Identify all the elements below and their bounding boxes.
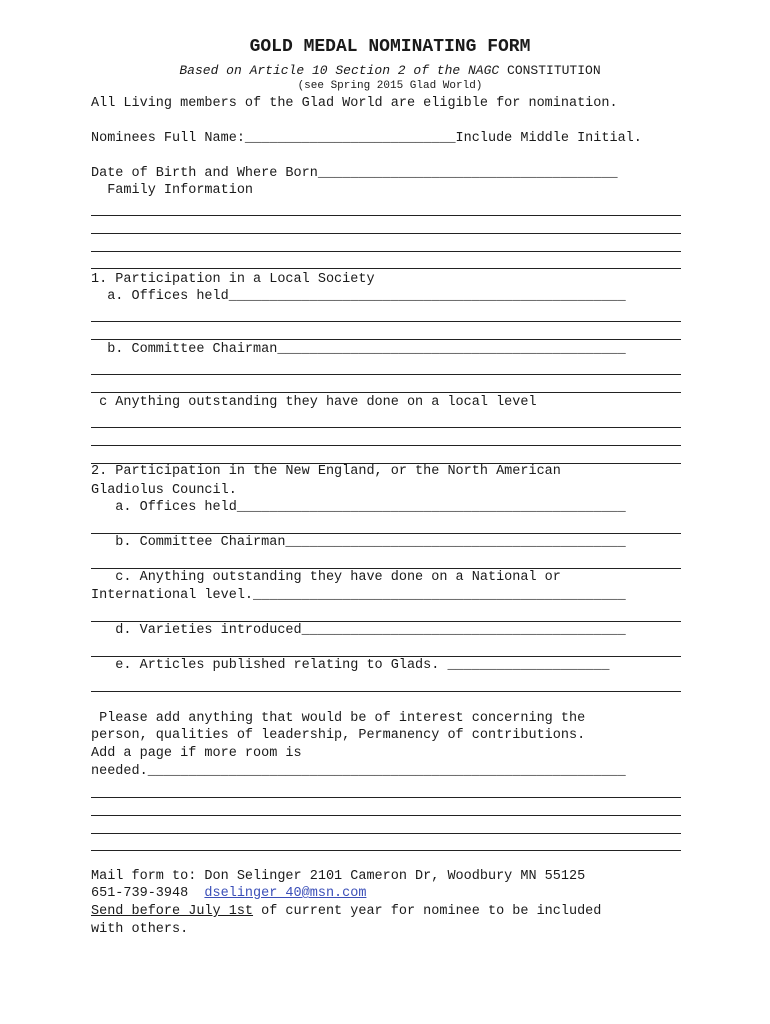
form-subtitle xyxy=(0,63,770,78)
deadline-emphasis: Send before July 1st xyxy=(91,904,254,919)
council-committee-field[interactable]: b. Committee Chairman__________________________________________ xyxy=(91,535,626,550)
family-info-label: Family Information xyxy=(91,183,254,198)
additional-info-field[interactable]: needed.___________________________________________________________ xyxy=(91,764,626,779)
deadline-line-continued: with others. xyxy=(91,922,189,937)
additional-info-line[interactable] xyxy=(91,850,681,851)
local-outstanding-label: c Anything outstanding they have done on a local level xyxy=(91,395,537,410)
articles-line[interactable] xyxy=(91,691,681,692)
additional-info-line[interactable] xyxy=(91,833,681,834)
family-info-line[interactable] xyxy=(91,251,681,252)
local-committee-line[interactable] xyxy=(91,374,681,375)
articles-field[interactable]: e. Articles published relating to Glads. ____________________ xyxy=(91,658,610,673)
family-info-line[interactable] xyxy=(91,233,681,234)
council-offices-field[interactable]: a. Offices held________________________________________________ xyxy=(91,500,626,515)
local-offices-line[interactable] xyxy=(91,321,681,322)
contact-line xyxy=(91,885,366,902)
local-outstanding-line[interactable] xyxy=(91,427,681,428)
additional-info-text: person, qualities of leadership, Permanency of contributions. xyxy=(91,728,586,743)
section2-heading-continued: Gladiolus Council. xyxy=(91,483,237,498)
council-outstanding-field[interactable]: International level.______________________________________________ xyxy=(91,588,626,603)
email-link[interactable]: dselinger 40@msn.com xyxy=(204,886,367,901)
phone-number: 651-739-3948 xyxy=(91,886,189,901)
eligibility-statement: All Living members of the Glad World are eligible for nomination. xyxy=(91,96,618,111)
additional-info-line[interactable] xyxy=(91,797,681,798)
subtitle-italic: Based on Article 10 Section 2 of the NAGC xyxy=(179,63,500,78)
local-committee-line[interactable] xyxy=(91,392,681,393)
family-info-line[interactable] xyxy=(91,215,681,216)
form-subtitle-reference: (see Spring 2015 Glad World) xyxy=(297,80,483,92)
section1-heading: 1. Participation in a Local Society xyxy=(91,272,375,287)
family-info-line[interactable] xyxy=(91,268,681,269)
local-offices-line[interactable] xyxy=(91,339,681,340)
additional-info-line[interactable] xyxy=(91,815,681,816)
additional-info-text: Please add anything that would be of interest concerning the xyxy=(91,711,586,726)
nominee-name-field[interactable]: Nominees Full Name:__________________________Include Middle Initial. xyxy=(91,131,642,146)
deadline-line xyxy=(91,903,601,920)
local-committee-field[interactable]: b. Committee Chairman___________________________________________ xyxy=(91,342,626,357)
additional-info-text: Add a page if more room is xyxy=(91,746,302,761)
section2-heading: 2. Participation in the New England, or the North American xyxy=(91,464,561,479)
local-offices-field[interactable]: a. Offices held_________________________________________________ xyxy=(91,289,626,304)
varieties-field[interactable]: d. Varieties introduced________________________________________ xyxy=(91,623,626,638)
local-outstanding-line[interactable] xyxy=(91,445,681,446)
form-title: GOLD MEDAL NOMINATING FORM xyxy=(249,37,531,57)
mailing-address: Mail form to: Don Selinger 2101 Cameron Dr, Woodbury MN 55125 xyxy=(91,869,586,884)
deadline-text: of current year for nominee to be included xyxy=(253,904,602,919)
subtitle-plain: CONSTITUTION xyxy=(499,63,601,78)
council-outstanding-label: c. Anything outstanding they have done on a National or xyxy=(91,570,561,585)
birth-info-field[interactable]: Date of Birth and Where Born_____________________________________ xyxy=(91,166,618,181)
